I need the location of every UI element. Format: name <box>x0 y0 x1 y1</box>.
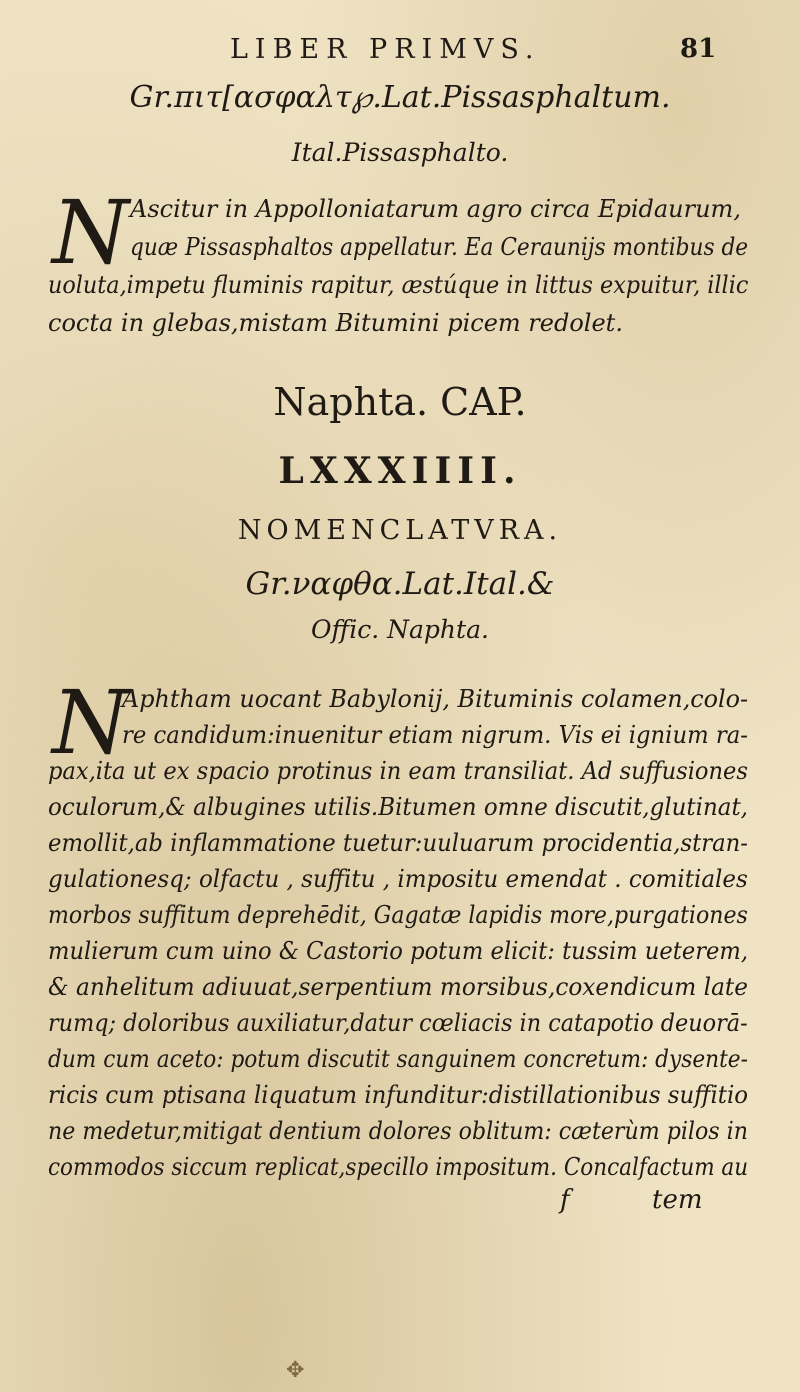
naphta-nomenclature-line: Gr.ναφθα.Lat.Ital.& <box>245 566 555 602</box>
signature-mark: f <box>560 1185 570 1215</box>
drop-cap-n: N <box>52 671 129 774</box>
text-line: re candidum:inuenitur etiam nigrum. Vis ei ignium ra- <box>122 721 748 749</box>
text-line: uoluta,impetu fluminis rapitur, æstúque in littus expuitur, illic <box>48 271 749 299</box>
officinal-name-line: Offic. Naphta. <box>311 615 489 644</box>
text-line: mulierum cum uino & Castorio potum elicit: tussim ueterem, <box>48 937 749 965</box>
text-line: Aphtham uocant Babylonij, Bituminis colamen,colo- <box>122 685 749 713</box>
text-line: gulationesq; olfactu , suffitu , impositu emendat . comitiales <box>48 865 748 893</box>
text-line: morbos suffitum deprehēdit, Gagatæ lapidis more,purgationes <box>48 901 748 929</box>
text-line: oculorum,& albugines utilis.Bitumen omne discutit,glutinat, <box>48 793 748 821</box>
running-head-title: LIBER PRIMVS. <box>230 34 541 65</box>
text-line: cocta in glebas,mistam Bitumini picem redolet. <box>48 309 623 337</box>
nomenclatura-heading: NOMENCLATVRA. <box>237 515 563 546</box>
text-line: & anhelitum adiuuat,serpentium morsibus,coxendicum late <box>48 973 748 1001</box>
running-head <box>0 34 800 74</box>
text-line: ricis cum ptisana liquatum infunditur:distillationibus suffitio <box>48 1081 749 1109</box>
text-line: emollit,ab inflammatione tuetur:uuluarum procidentia,stran- <box>48 829 748 857</box>
text-line: quæ Pissasphaltos appellatur. Ea Ceraunijs montibus de <box>130 233 749 261</box>
chapter-title: Naphta. CAP. <box>273 380 527 424</box>
catchword: tem <box>652 1185 703 1215</box>
text-line: pax,ita ut ex spacio protinus in eam transiliat. Ad suffusiones <box>48 757 748 785</box>
text-line: Ascitur in Appolloniatarum agro circa Epidaurum, <box>130 195 741 223</box>
printer-ornament-icon: ✥ <box>286 1358 305 1383</box>
text-line: commodos siccum replicat,specillo impositum. Concalfactum au <box>48 1153 749 1181</box>
page-footer <box>0 1185 800 1225</box>
drop-cap-n: N <box>52 181 129 284</box>
chapter-number: LXXXIIII. <box>278 450 522 492</box>
text-line: ne medetur,mitigat dentium dolores oblitum: cæterùm pilos in <box>48 1117 748 1145</box>
text-line: rumq; doloribus auxiliatur,datur cœliacis in catapotio deuorā- <box>48 1009 748 1037</box>
italian-name-line: Ital.Pissasphalto. <box>291 138 509 167</box>
greek-nomenclature-line: Gr.πιτ[ασφαλτ℘.Lat.Pissasphaltum. <box>129 80 671 115</box>
page-number: 81 <box>680 34 717 64</box>
text-line: dum cum aceto: potum discutit sanguinem concretum: dysente- <box>48 1045 748 1073</box>
